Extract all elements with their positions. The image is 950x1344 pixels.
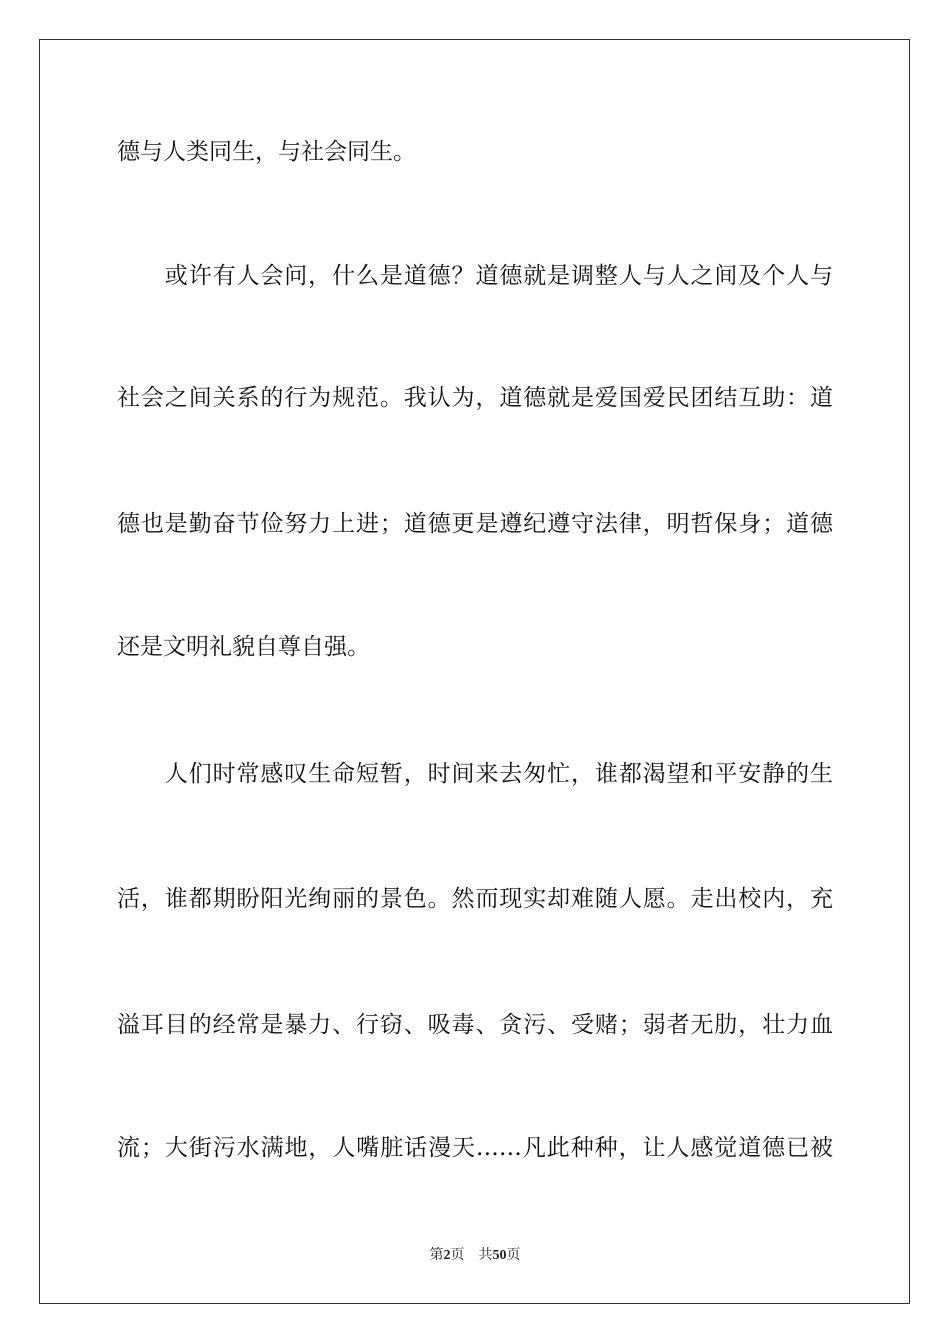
text-line: 社会之间关系的行为规范。我认为，道德就是爱国爱民团结互助：道 [117, 385, 833, 411]
text-line: 溢耳目的经常是暴力、行窃、吸毒、贪污、受赌；弱者无肋，壮力血 [117, 1012, 833, 1038]
text-line: 德也是勤奋节俭努力上进；道德更是遵纪遵守法律，明哲保身；道德 [117, 511, 833, 537]
total-prefix: 共 [478, 1247, 493, 1263]
text-line: 还是文明礼貌自尊自强。 [117, 634, 370, 660]
total-pages: 50 [492, 1248, 507, 1263]
page-suffix: 页 [450, 1247, 465, 1263]
page-prefix: 第 [429, 1247, 444, 1263]
text-line: 或许有人会问，什么是道德？道德就是调整人与人之间及个人与 [117, 263, 833, 289]
page-footer [0, 1245, 950, 1266]
text-line: 活，谁都期盼阳光绚丽的景色。然而现实却难随人愿。走出校内，充 [117, 886, 833, 912]
text-line: 流；大街污水满地，人嘴脏话漫天……凡此种种，让人感觉道德已被 [117, 1135, 833, 1161]
total-suffix: 页 [506, 1247, 521, 1263]
text-line: 德与人类同生，与社会同生。 [117, 139, 416, 165]
text-line: 人们时常感叹生命短暂，时间来去匆忙，谁都渴望和平安静的生 [117, 761, 833, 787]
page-number: 2 [443, 1248, 451, 1263]
page-border [39, 39, 910, 1304]
